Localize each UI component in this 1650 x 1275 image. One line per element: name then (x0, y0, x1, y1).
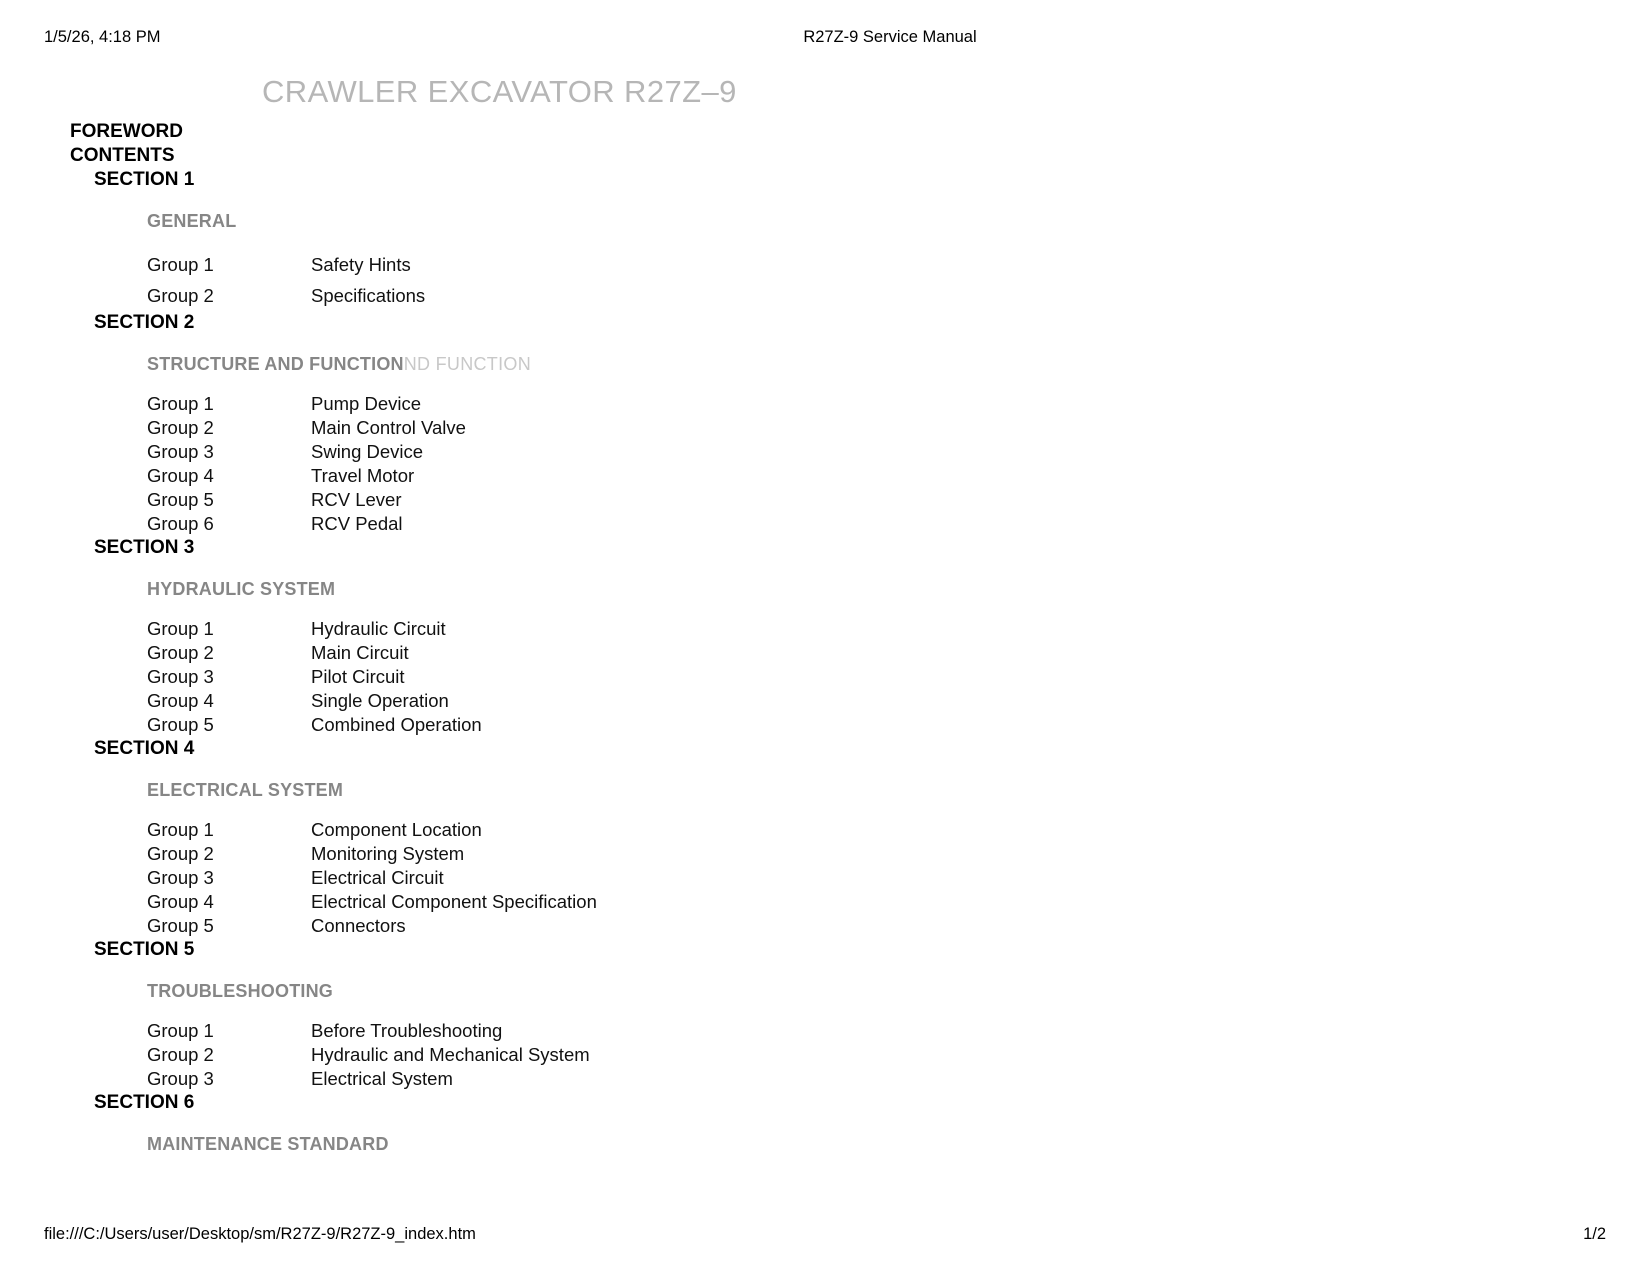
toc-section-block (0, 938, 1650, 1091)
toc-group-row[interactable] (0, 1067, 1650, 1091)
toc-group-row[interactable] (0, 641, 1650, 665)
toc-section-heading (0, 979, 1650, 1003)
toc-group-number: Group 5 (147, 714, 214, 735)
toc-group-row[interactable] (0, 280, 1650, 311)
toc-group-name: Main Circuit (311, 642, 409, 663)
toc-group-name: Monitoring System (311, 843, 465, 864)
toc-section-label[interactable]: SECTION 1 (94, 169, 195, 190)
toc-section-block (0, 536, 1650, 737)
toc-section-heading-text: MAINTENANCE STANDARD (147, 1134, 389, 1154)
toc-section-label[interactable]: SECTION 4 (94, 738, 195, 759)
toc-group-row[interactable] (0, 914, 1650, 938)
toc-group-name: RCV Lever (311, 489, 402, 510)
toc-group-name: Electrical System (311, 1068, 453, 1089)
toc-entry-contents[interactable]: CONTENTS (70, 145, 175, 166)
toc-group-number: Group 3 (147, 867, 214, 888)
toc-section-block (0, 1091, 1650, 1156)
toc-group-name: Hydraulic and Mechanical System (311, 1044, 590, 1065)
toc-group-number: Group 2 (147, 843, 214, 864)
toc-group-name: Travel Motor (311, 465, 415, 486)
toc-section-block (0, 168, 1650, 311)
toc-section-label[interactable]: SECTION 3 (94, 537, 195, 558)
toc-group-number: Group 3 (147, 1068, 214, 1089)
toc-group-name: Specifications (311, 285, 426, 306)
print-footer (0, 1225, 1650, 1249)
print-header (0, 28, 1650, 52)
toc-section-heading (0, 577, 1650, 601)
toc-group-row[interactable] (0, 392, 1650, 416)
toc-group-name: Combined Operation (311, 714, 482, 735)
toc-group-row[interactable] (0, 416, 1650, 440)
toc-group-name: Main Control Valve (311, 417, 466, 438)
toc-group-row[interactable] (0, 512, 1650, 536)
toc-group-row[interactable] (0, 440, 1650, 464)
toc-group-row[interactable] (0, 689, 1650, 713)
toc-group-name: Pump Device (311, 393, 422, 414)
toc-group-name: Pilot Circuit (311, 666, 405, 687)
toc-group-row[interactable] (0, 866, 1650, 890)
print-footer-page-number: 1/2 (1583, 1225, 1606, 1243)
toc-group-number: Group 3 (147, 441, 214, 462)
toc-group-row[interactable] (0, 1019, 1650, 1043)
toc-section-label[interactable]: SECTION 6 (94, 1092, 195, 1113)
toc-group-number: Group 1 (147, 1020, 214, 1041)
toc-section-heading (0, 209, 1650, 233)
toc-group-number: Group 4 (147, 465, 214, 486)
toc-section-heading-text: HYDRAULIC SYSTEM (147, 579, 336, 599)
toc-group-row[interactable] (0, 842, 1650, 866)
toc-group-number: Group 5 (147, 915, 214, 936)
toc-group-number: Group 2 (147, 417, 214, 438)
toc-group-row[interactable] (0, 249, 1650, 280)
toc-group-number: Group 4 (147, 690, 214, 711)
toc-group-number: Group 1 (147, 819, 214, 840)
toc-section-heading-ghost: ND FUNCTION (403, 354, 532, 374)
page-title: CRAWLER EXCAVATOR R27Z–9 (262, 74, 737, 109)
toc-group-number: Group 4 (147, 891, 214, 912)
toc-group-row[interactable] (0, 617, 1650, 641)
toc-section-heading-text: STRUCTURE AND FUNCTION (147, 354, 404, 374)
print-header-date: 1/5/26, 4:18 PM (44, 28, 161, 46)
toc-group-row[interactable] (0, 464, 1650, 488)
toc-section-label[interactable]: SECTION 5 (94, 939, 195, 960)
print-header-title: R27Z-9 Service Manual (803, 28, 977, 46)
toc-group-number: Group 1 (147, 618, 214, 639)
toc-group-row[interactable] (0, 1043, 1650, 1067)
toc-group-name: Before Troubleshooting (311, 1020, 503, 1041)
toc-section-block (0, 737, 1650, 938)
toc-section-heading-text: TROUBLESHOOTING (147, 981, 333, 1001)
toc-group-number: Group 1 (147, 254, 214, 275)
toc-group-name: Component Location (311, 819, 482, 840)
toc-group-number: Group 6 (147, 513, 214, 534)
toc-group-name: Swing Device (311, 441, 424, 462)
toc-section-heading (0, 1132, 1650, 1156)
toc-section-block (0, 311, 1650, 536)
document-body (0, 70, 1650, 1172)
toc-section-heading (0, 778, 1650, 802)
toc-group-row[interactable] (0, 665, 1650, 689)
toc-group-row[interactable] (0, 488, 1650, 512)
toc-group-name: Safety Hints (311, 254, 411, 275)
print-footer-url: file:///C:/Users/user/Desktop/sm/R27Z-9/R27Z-9_index.htm (44, 1225, 476, 1243)
toc-group-number: Group 2 (147, 1044, 214, 1065)
toc-group-name: Electrical Component Specification (311, 891, 597, 912)
toc-group-number: Group 5 (147, 489, 214, 510)
toc-group-number: Group 3 (147, 666, 214, 687)
toc-section-heading-text: GENERAL (147, 211, 237, 231)
toc-group-row[interactable] (0, 818, 1650, 842)
toc-section-label[interactable]: SECTION 2 (94, 312, 195, 333)
toc-entry-foreword[interactable]: FOREWORD (70, 121, 183, 142)
toc-group-number: Group 2 (147, 642, 214, 663)
toc-group-name: RCV Pedal (311, 513, 403, 534)
toc-section-heading-text: ELECTRICAL SYSTEM (147, 780, 344, 800)
toc-group-name: Electrical Circuit (311, 867, 444, 888)
toc-section-heading (0, 352, 1650, 376)
toc-group-name: Single Operation (311, 690, 449, 711)
toc-group-row[interactable] (0, 713, 1650, 737)
toc-group-name: Hydraulic Circuit (311, 618, 446, 639)
table-of-contents (0, 114, 1650, 1156)
toc-group-name: Connectors (311, 915, 406, 936)
toc-group-number: Group 1 (147, 393, 214, 414)
toc-group-row[interactable] (0, 890, 1650, 914)
toc-group-number: Group 2 (147, 285, 214, 306)
